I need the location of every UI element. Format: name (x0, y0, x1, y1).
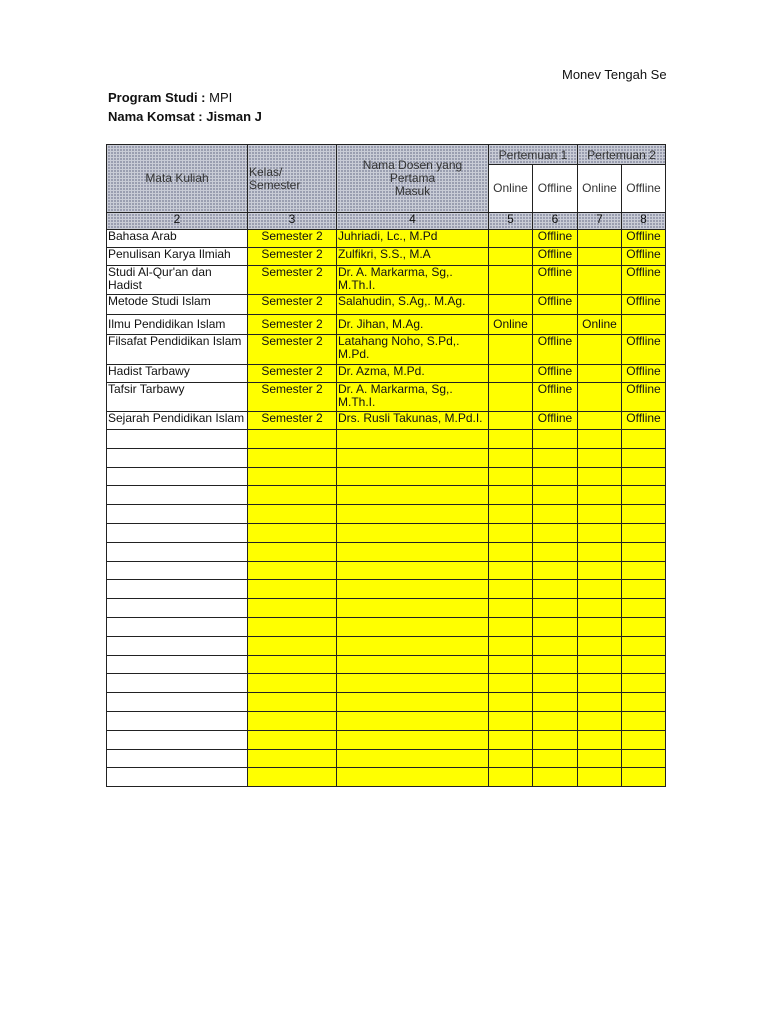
table-row (107, 365, 666, 383)
empty-table-row (107, 430, 666, 449)
cell-p1-offline: Offline (533, 230, 578, 248)
cell-p1-offline (533, 674, 578, 693)
cell-kelas: Semester 2 (248, 365, 337, 383)
cell-p2-online (578, 561, 622, 580)
empty-table-row (107, 467, 666, 486)
empty-table-row (107, 749, 666, 768)
cell-dosen (337, 768, 489, 787)
cell-p2-online (578, 230, 622, 248)
cell-p1-online (489, 542, 533, 561)
cell-p1-offline: Offline (533, 383, 578, 412)
cell-p1-offline (533, 749, 578, 768)
cell-mata-kuliah (107, 448, 248, 467)
empty-table-row (107, 636, 666, 655)
cell-p2-online (578, 655, 622, 674)
cell-mata-kuliah: Penulisan Karya Ilmiah (107, 248, 248, 266)
cell-mata-kuliah (107, 655, 248, 674)
cell-p2-online (578, 335, 622, 365)
cell-p2-online (578, 693, 622, 712)
cell-p1-offline (533, 636, 578, 655)
cell-kelas (248, 730, 337, 749)
cell-dosen: Dr. A. Markarma, Sg,. M.Th.I. (337, 383, 489, 412)
cell-dosen (337, 430, 489, 449)
cell-p2-online (578, 430, 622, 449)
cell-p1-offline (533, 711, 578, 730)
table-body (107, 230, 666, 430)
cell-p1-online (489, 295, 533, 315)
cell-p1-offline (533, 580, 578, 599)
cell-p1-offline: Offline (533, 295, 578, 315)
header-kelas-semester: Kelas/ Semester (248, 145, 337, 213)
table-row (107, 383, 666, 412)
cell-mata-kuliah (107, 580, 248, 599)
cell-p2-online (578, 505, 622, 524)
empty-table-row (107, 505, 666, 524)
cell-p2-offline (622, 711, 666, 730)
cell-p2-offline (622, 617, 666, 636)
cell-dosen (337, 617, 489, 636)
cell-dosen (337, 523, 489, 542)
header-pertemuan-2: Pertemuan 2 (578, 145, 666, 165)
cell-kelas (248, 467, 337, 486)
cell-p2-offline (622, 315, 666, 335)
cell-mata-kuliah (107, 467, 248, 486)
cell-p1-offline (533, 730, 578, 749)
cell-dosen: Drs. Rusli Takunas, M.Pd.I. (337, 412, 489, 430)
cell-p2-online (578, 365, 622, 383)
cell-p2-offline: Offline (622, 248, 666, 266)
column-number-row (107, 213, 666, 230)
cell-mata-kuliah: Tafsir Tarbawy (107, 383, 248, 412)
cell-p1-offline (533, 430, 578, 449)
cell-mata-kuliah (107, 693, 248, 712)
cell-p2-offline (622, 561, 666, 580)
cell-p1-online (489, 412, 533, 430)
cell-mata-kuliah (107, 486, 248, 505)
cell-p1-online (489, 693, 533, 712)
empty-table-row (107, 711, 666, 730)
cell-p1-offline (533, 655, 578, 674)
cell-mata-kuliah: Ilmu Pendidikan Islam (107, 315, 248, 335)
cell-kelas (248, 749, 337, 768)
cell-dosen (337, 448, 489, 467)
cell-p1-online (489, 523, 533, 542)
cell-dosen (337, 467, 489, 486)
cell-p2-offline (622, 674, 666, 693)
cell-dosen (337, 655, 489, 674)
table-row (107, 230, 666, 248)
column-number: 2 (107, 213, 248, 230)
cell-kelas: Semester 2 (248, 335, 337, 365)
cell-p1-offline (533, 542, 578, 561)
cell-p1-offline (533, 505, 578, 524)
cell-p1-online (489, 248, 533, 266)
column-number: 6 (533, 213, 578, 230)
empty-table-row (107, 448, 666, 467)
table-row (107, 412, 666, 430)
cell-p1-offline (533, 467, 578, 486)
monev-table (106, 144, 666, 787)
cell-kelas: Semester 2 (248, 266, 337, 295)
column-number: 4 (337, 213, 489, 230)
cell-p2-online (578, 383, 622, 412)
cell-dosen: Juhriadi, Lc., M.Pd (337, 230, 489, 248)
cell-mata-kuliah (107, 711, 248, 730)
header-mata-kuliah: Mata Kuliah (107, 145, 248, 213)
cell-dosen: Dr. A. Markarma, Sg,. M.Th.I. (337, 266, 489, 295)
cell-p2-offline (622, 467, 666, 486)
column-number: 3 (248, 213, 337, 230)
empty-table-row (107, 655, 666, 674)
cell-p2-offline (622, 655, 666, 674)
cell-kelas (248, 448, 337, 467)
cell-p1-online (489, 383, 533, 412)
cell-p2-online (578, 636, 622, 655)
cell-p1-online (489, 768, 533, 787)
cell-dosen (337, 711, 489, 730)
cell-kelas (248, 768, 337, 787)
empty-table-row (107, 486, 666, 505)
cell-kelas: Semester 2 (248, 248, 337, 266)
cell-dosen: Salahudin, S.Ag,. M.Ag. (337, 295, 489, 315)
empty-table-row (107, 768, 666, 787)
cell-kelas: Semester 2 (248, 412, 337, 430)
cell-mata-kuliah (107, 674, 248, 693)
cell-p2-online (578, 448, 622, 467)
cell-dosen (337, 693, 489, 712)
cell-dosen: Latahang Noho, S.Pd,. M.Pd. (337, 335, 489, 365)
cell-mata-kuliah: Sejarah Pendidikan Islam (107, 412, 248, 430)
cell-p1-offline (533, 561, 578, 580)
nama-komsat-label: Nama Komsat : Jisman J (108, 109, 262, 124)
cell-mata-kuliah: Studi Al-Qur'an dan Hadist (107, 266, 248, 295)
cell-dosen (337, 486, 489, 505)
empty-table-row (107, 674, 666, 693)
empty-table-row (107, 730, 666, 749)
cell-p2-offline: Offline (622, 383, 666, 412)
cell-p1-online (489, 636, 533, 655)
cell-p2-offline (622, 448, 666, 467)
empty-table-row (107, 599, 666, 618)
cell-p1-online (489, 266, 533, 295)
table-row (107, 315, 666, 335)
cell-p1-online (489, 505, 533, 524)
cell-mata-kuliah: Bahasa Arab (107, 230, 248, 248)
cell-p1-online (489, 561, 533, 580)
cell-p2-online (578, 730, 622, 749)
cell-p1-online (489, 230, 533, 248)
program-studi-line (108, 90, 232, 105)
cell-p2-online (578, 467, 622, 486)
empty-table-row (107, 617, 666, 636)
cell-mata-kuliah (107, 561, 248, 580)
cell-p1-offline: Offline (533, 412, 578, 430)
cell-kelas (248, 580, 337, 599)
cell-p1-offline: Offline (533, 335, 578, 365)
cell-p1-online (489, 711, 533, 730)
cell-p1-online (489, 617, 533, 636)
table-row (107, 335, 666, 365)
cell-mata-kuliah (107, 749, 248, 768)
cell-dosen (337, 542, 489, 561)
cell-dosen: Dr. Azma, M.Pd. (337, 365, 489, 383)
column-number: 8 (622, 213, 666, 230)
cell-kelas (248, 674, 337, 693)
cell-p1-online (489, 335, 533, 365)
cell-p2-online (578, 542, 622, 561)
cell-p1-online (489, 430, 533, 449)
header-p2-offline: Offline (622, 165, 666, 213)
cell-p1-offline (533, 486, 578, 505)
cell-kelas: Semester 2 (248, 230, 337, 248)
cell-p2-offline (622, 599, 666, 618)
cell-mata-kuliah: Filsafat Pendidikan Islam (107, 335, 248, 365)
program-studi-value: MPI (205, 90, 233, 105)
cell-p1-offline (533, 448, 578, 467)
cell-p1-online: Online (489, 315, 533, 335)
empty-table-row (107, 693, 666, 712)
column-number: 7 (578, 213, 622, 230)
cell-p1-offline (533, 523, 578, 542)
cell-p2-offline (622, 486, 666, 505)
cell-p2-offline: Offline (622, 230, 666, 248)
cell-p2-offline (622, 749, 666, 768)
nama-komsat-line (108, 109, 262, 124)
cell-dosen (337, 730, 489, 749)
cell-kelas (248, 561, 337, 580)
cell-p2-offline: Offline (622, 295, 666, 315)
cell-p1-online (489, 467, 533, 486)
cell-p2-online: Online (578, 315, 622, 335)
cell-kelas (248, 617, 337, 636)
table-row (107, 295, 666, 315)
cell-dosen (337, 561, 489, 580)
table-row (107, 266, 666, 295)
document-title: Monev Tengah Se (562, 67, 667, 82)
cell-kelas (248, 655, 337, 674)
cell-p2-offline (622, 523, 666, 542)
cell-p2-online (578, 580, 622, 599)
cell-mata-kuliah (107, 430, 248, 449)
table-row (107, 248, 666, 266)
empty-rows (107, 430, 666, 787)
cell-dosen (337, 636, 489, 655)
cell-mata-kuliah (107, 730, 248, 749)
cell-p1-online (489, 486, 533, 505)
cell-kelas (248, 636, 337, 655)
cell-kelas (248, 523, 337, 542)
cell-mata-kuliah (107, 542, 248, 561)
cell-mata-kuliah (107, 636, 248, 655)
cell-kelas (248, 542, 337, 561)
cell-kelas (248, 486, 337, 505)
cell-p2-online (578, 523, 622, 542)
cell-dosen (337, 749, 489, 768)
empty-table-row (107, 561, 666, 580)
cell-p2-online (578, 711, 622, 730)
cell-dosen (337, 505, 489, 524)
cell-dosen (337, 580, 489, 599)
cell-p1-offline (533, 315, 578, 335)
cell-mata-kuliah (107, 768, 248, 787)
cell-p2-offline (622, 768, 666, 787)
cell-p2-online (578, 749, 622, 768)
header-p1-online: Online (489, 165, 533, 213)
cell-dosen (337, 599, 489, 618)
cell-kelas (248, 693, 337, 712)
cell-p2-offline (622, 730, 666, 749)
cell-p1-offline (533, 617, 578, 636)
cell-p1-online (489, 599, 533, 618)
cell-p2-offline (622, 580, 666, 599)
column-number: 5 (489, 213, 533, 230)
cell-mata-kuliah (107, 617, 248, 636)
cell-p1-offline: Offline (533, 248, 578, 266)
cell-p2-offline (622, 542, 666, 561)
cell-kelas: Semester 2 (248, 315, 337, 335)
cell-p2-online (578, 768, 622, 787)
cell-dosen: Dr. Jihan, M.Ag. (337, 315, 489, 335)
header-p1-offline: Offline (533, 165, 578, 213)
cell-mata-kuliah (107, 505, 248, 524)
cell-p2-online (578, 674, 622, 693)
cell-p2-offline: Offline (622, 365, 666, 383)
cell-p1-offline (533, 693, 578, 712)
cell-p1-online (489, 749, 533, 768)
cell-kelas (248, 599, 337, 618)
cell-p1-online (489, 580, 533, 599)
cell-p1-online (489, 730, 533, 749)
cell-p2-online (578, 295, 622, 315)
cell-p1-online (489, 365, 533, 383)
cell-p1-offline: Offline (533, 266, 578, 295)
cell-p2-online (578, 248, 622, 266)
header-pertemuan-1: Pertemuan 1 (489, 145, 578, 165)
cell-p2-offline (622, 693, 666, 712)
cell-p2-online (578, 486, 622, 505)
cell-p1-online (489, 655, 533, 674)
cell-p2-online (578, 412, 622, 430)
cell-kelas (248, 711, 337, 730)
cell-kelas (248, 505, 337, 524)
cell-mata-kuliah (107, 599, 248, 618)
cell-p1-offline (533, 768, 578, 787)
cell-kelas: Semester 2 (248, 383, 337, 412)
cell-kelas (248, 430, 337, 449)
cell-p2-offline (622, 505, 666, 524)
cell-p2-offline (622, 636, 666, 655)
cell-p1-offline (533, 599, 578, 618)
empty-table-row (107, 523, 666, 542)
cell-p2-offline: Offline (622, 412, 666, 430)
cell-mata-kuliah: Metode Studi Islam (107, 295, 248, 315)
cell-p1-offline: Offline (533, 365, 578, 383)
cell-p1-online (489, 448, 533, 467)
cell-dosen (337, 674, 489, 693)
empty-table-row (107, 580, 666, 599)
cell-p2-offline: Offline (622, 266, 666, 295)
cell-mata-kuliah (107, 523, 248, 542)
cell-p2-online (578, 266, 622, 295)
cell-kelas: Semester 2 (248, 295, 337, 315)
header-nama-dosen: Nama Dosen yang Pertama Masuk (337, 145, 489, 213)
cell-p2-offline (622, 430, 666, 449)
cell-p2-offline: Offline (622, 335, 666, 365)
cell-p2-online (578, 599, 622, 618)
program-studi-label: Program Studi : (108, 90, 206, 105)
cell-p1-online (489, 674, 533, 693)
header-p2-online: Online (578, 165, 622, 213)
empty-table-row (107, 542, 666, 561)
cell-dosen: Zulfikri, S.S., M.A (337, 248, 489, 266)
cell-p2-online (578, 617, 622, 636)
cell-mata-kuliah: Hadist Tarbawy (107, 365, 248, 383)
